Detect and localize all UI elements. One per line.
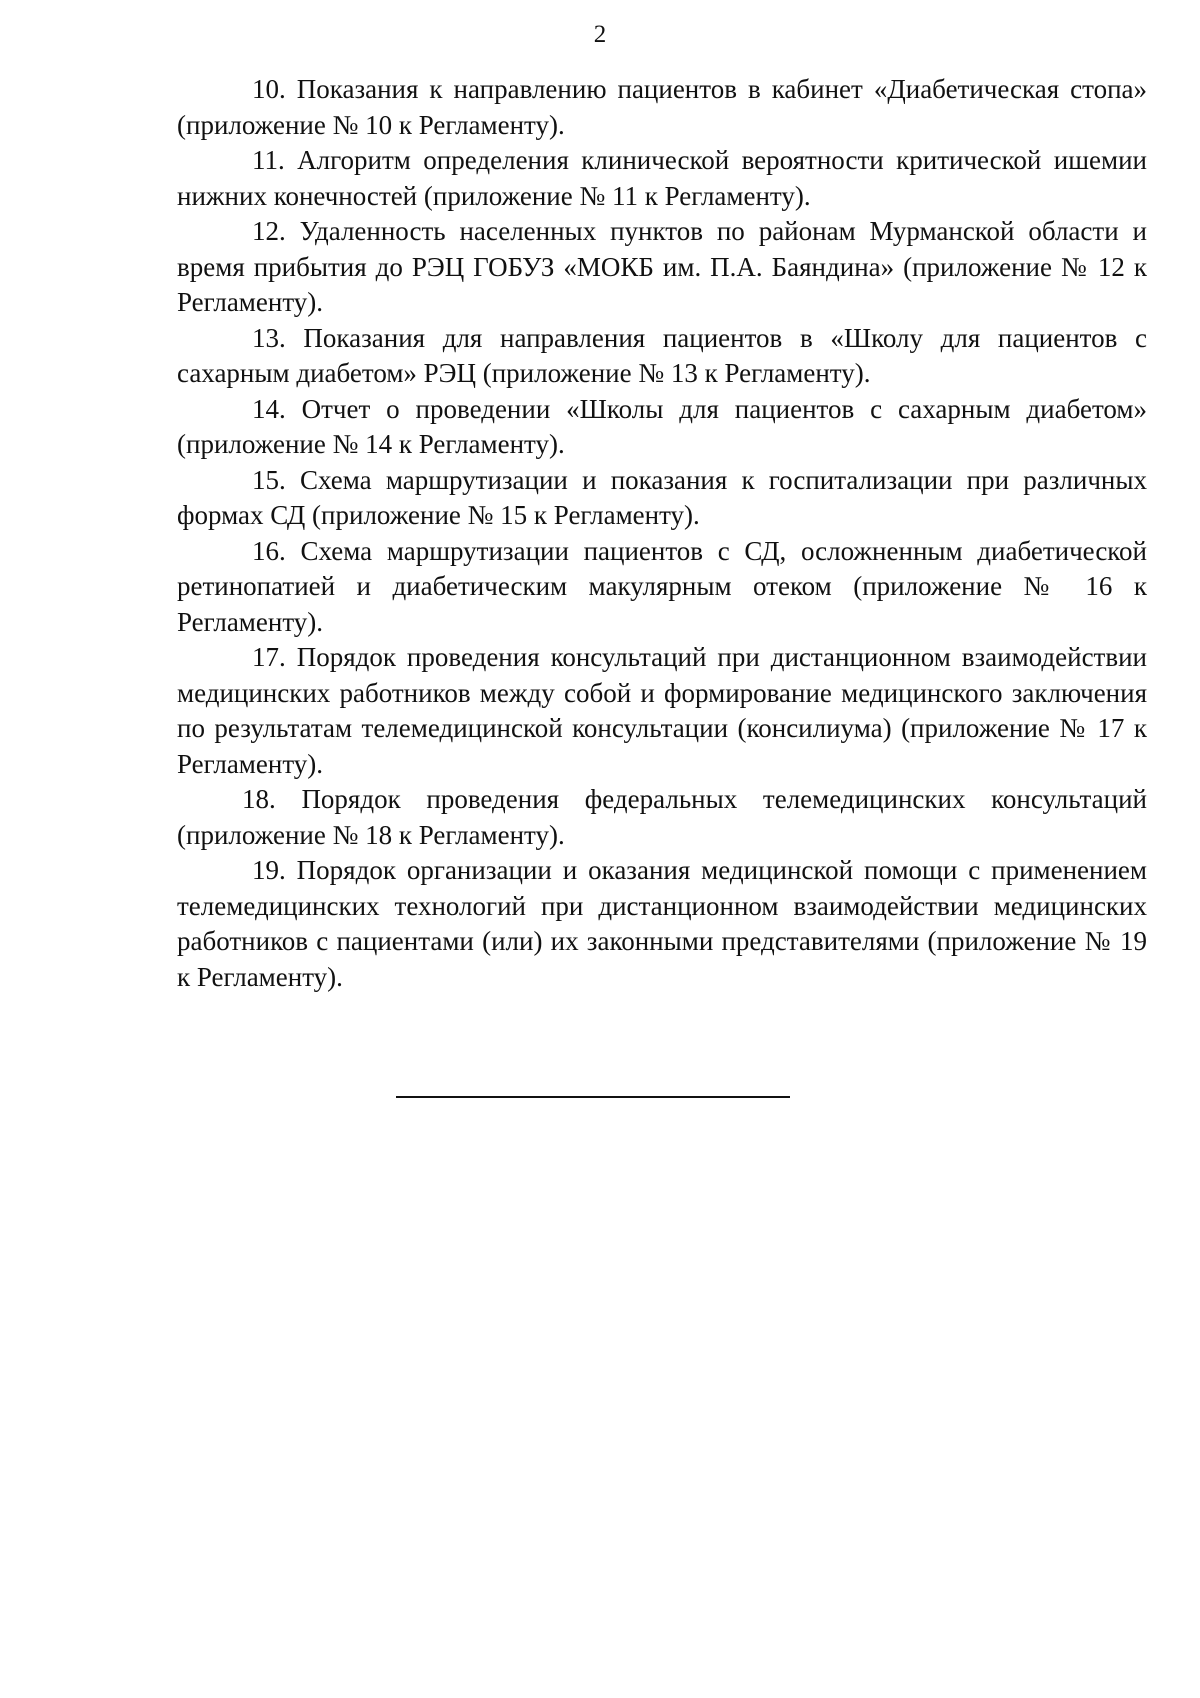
item-text: Схема маршрутизации и показания к госпитализации при различных формах СД (приложение № 15 к Регламенту). (177, 464, 1147, 530)
list-item (177, 214, 1147, 321)
document-body (177, 72, 1147, 995)
item-number: 14. (252, 393, 286, 424)
item-number: 19. (252, 855, 286, 885)
item-number: 10. (252, 74, 286, 104)
item-number: 12. (252, 216, 286, 246)
item-number: 13. (252, 322, 286, 353)
list-item (177, 853, 1147, 995)
item-number: 16. (252, 535, 286, 566)
list-item (177, 463, 1147, 534)
item-text: Показания для направления пациентов в «Школу для пациентов с сахарным диабетом» РЭЦ (приложение № 13 к Регламенту). (177, 322, 1147, 388)
list-item (177, 321, 1147, 392)
list-item (177, 392, 1147, 463)
closing-rule (396, 1096, 790, 1098)
item-text: Порядок организации и оказания медицинской помощи с применением телемедицинских технологий при дистанционном взаимодействии медицинских работников с пациентами (или) их законными представителями (приложение № 19 к Регламенту). (177, 855, 1147, 992)
item-number: 11. (252, 145, 285, 175)
list-item (177, 143, 1147, 214)
item-text: Удаленность населенных пунктов по районам Мурманской области и время прибытия до РЭЦ ГОБУЗ «МОКБ им. П.А. Баяндина» (приложение № 12 к Регламенту). (177, 216, 1147, 317)
item-text: Порядок проведения консультаций при дистанционном взаимодействии медицинских работников между собой и формирование медицинского заключения по результатам телемедицинской консультации (консилиума) (приложение № 17 к Регламенту). (177, 642, 1148, 779)
item-number: 18. (242, 784, 276, 814)
page-number: 2 (593, 21, 607, 48)
item-text: Схема маршрутизации пациентов с СД, осложненным диабетической ретинопатией и диабетическим макулярным отеком (приложение № 16 к Регламенту). (177, 535, 1148, 637)
list-item (177, 640, 1147, 782)
list-item (177, 782, 1147, 853)
item-text: Алгоритм определения клинической вероятности критической ишемии нижних конечностей (приложение № 11 к Регламенту). (177, 145, 1147, 211)
list-item (177, 534, 1147, 641)
list-item (177, 72, 1147, 143)
item-text: Порядок проведения федеральных телемедицинских консультаций (приложение № 18 к Регламенту). (177, 784, 1147, 850)
item-number: 17. (252, 642, 286, 672)
item-number: 15. (252, 464, 286, 495)
item-text: Отчет о проведении «Школы для пациентов с сахарным диабетом» (приложение № 14 к Регламенту). (177, 393, 1147, 459)
item-text: Показания к направлению пациентов в кабинет «Диабетическая стопа» (приложение № 10 к Регламенту). (177, 74, 1147, 140)
